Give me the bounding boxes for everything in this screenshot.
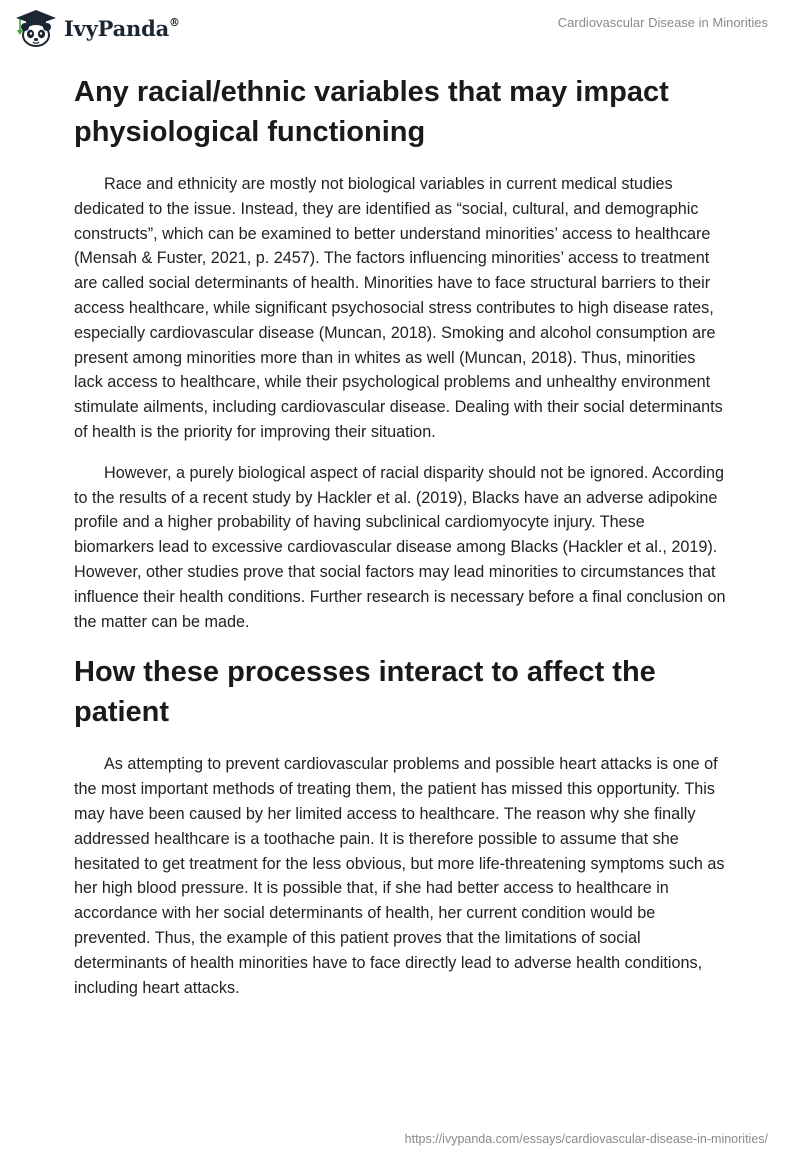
section-heading: Any racial/ethnic variables that may impact physiological functioning bbox=[74, 76, 669, 148]
brand-logo[interactable] bbox=[14, 8, 180, 48]
paragraph: Race and ethnicity are mostly not biological variables in current medical studies dedicated to the issue. Instead, they are identified as “social, cultural, and demographic constructs”, which can be examined to better understand minorities’ access to healthcare (Mensah & Fuster, 2021, p. 2457). The factors influencing minorities’ access to treatment are called social determinants of health. Minorities have to face structural barriers to their access healthcare, while significant psychosocial stress contributes to high disease rates, especially cardiovascular disease (Muncan, 2018). Smoking and alcohol consumption are present among minorities more than in whites as well (Muncan, 2018). Thus, minorities lack access to healthcare, while their psychological problems and unhealthy environment stimulate ailments, including cardiovascular disease. Dealing with their social determinants of health is the priority for improving their situation. bbox=[74, 175, 723, 441]
source-url[interactable]: https://ivypanda.com/essays/cardiovascular-disease-in-minorities/ bbox=[404, 1132, 768, 1146]
registered-mark: ® bbox=[169, 15, 180, 29]
paragraph: As attempting to prevent cardiovascular problems and possible heart attacks is one of the most important methods of treating them, the patient has missed this opportunity. This may have been caused by her limited access to healthcare. The reason why she finally addressed healthcare is a toothache pain. It is therefore possible to assume that she hesitated to get treatment for the less obvious, but more life-threatening symptoms such as her high blood pressure. It is possible that, if she had better access to healthcare in accordance with her social determinants of health, her current condition would be prevented. Thus, the example of this patient proves that the limitations of social determinants of health minorities have to face directly lead to adverse health conditions, including heart attacks. bbox=[74, 755, 725, 997]
panda-graduate-icon bbox=[14, 8, 58, 48]
brand-name: IvyPanda® bbox=[64, 15, 180, 41]
paragraph: However, a purely biological aspect of racial disparity should not be ignored. According to the results of a recent study by Hackler et al. (2019), Blacks have an adverse adipokine profile and a higher probability of having subclinical cardiomyocyte injury. These biomarkers lead to excessive cardiovascular disease among Blacks (Hackler et al., 2019). However, other studies prove that social factors may lead minorities to circumstances that influence their health conditions. Further research is necessary before a final conclusion on the matter can be made. bbox=[74, 463, 726, 631]
document-title: Cardiovascular Disease in Minorities bbox=[557, 15, 768, 30]
page-header bbox=[0, 0, 800, 60]
section-heading: How these processes interact to affect the patient bbox=[74, 656, 656, 729]
essay-content bbox=[74, 72, 726, 1000]
